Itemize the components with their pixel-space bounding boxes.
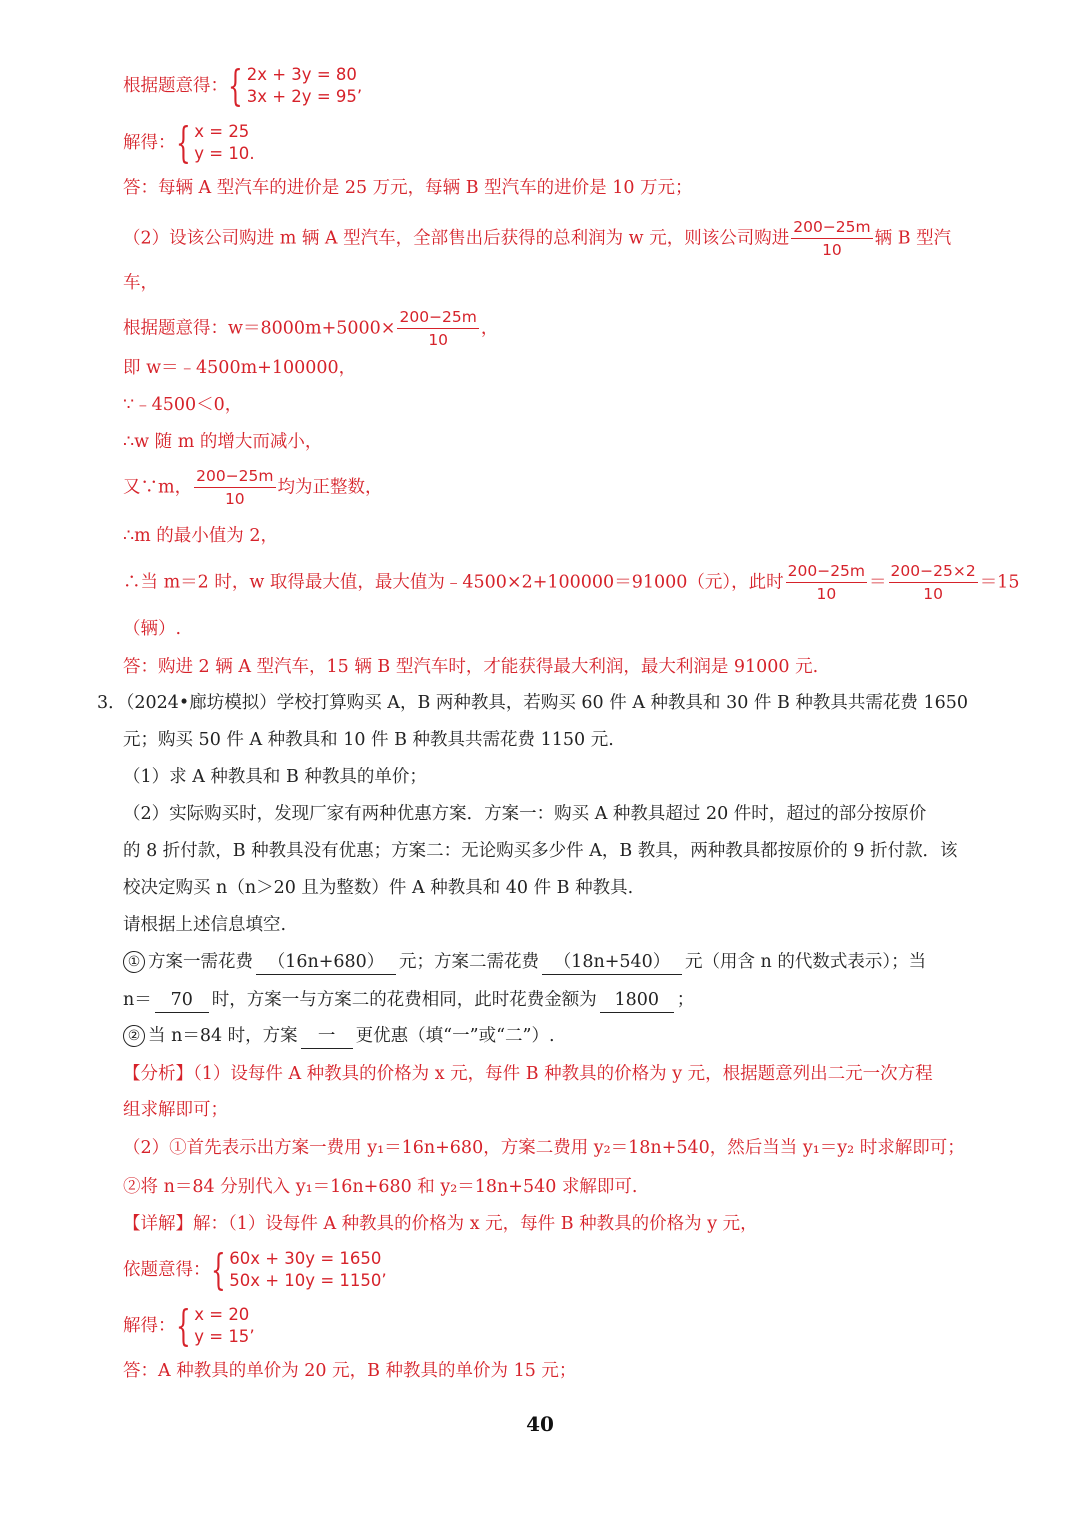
fraction-max-1: $\frac{200-25m}{10}$ <box>787 562 866 603</box>
system-1-label: 根据题意得： <box>123 76 228 96</box>
q3-line5: 的 8 折付款，B 种教具没有优惠；方案二：无论购买多少件 A，B 教具，两种教具都按原价的 9 折付款．该 <box>123 841 958 861</box>
blank-plan1-cost: （16n+680） <box>256 950 396 975</box>
circled-1: ① <box>123 951 145 973</box>
equation-1: 2x + 3y = 80 <box>246 65 357 84</box>
max-value-line: ∴当 m＝2 时，w 取得最大值，最大值为﹣4500×2+100000＝91000（元），此时 $\frac{200-25m}{10}$ ＝ $\frac{200-25\times 2}{10}$ ＝15 <box>123 562 1020 603</box>
q3-line7: 请根据上述信息填空. <box>123 915 287 935</box>
fraction-profit: $\frac{200-25m}{10}$ <box>399 308 477 349</box>
answer-1: 答：每辆 A 型汽车的进价是 25 万元，每辆 B 型汽车的进价是 10 万元； <box>123 178 693 198</box>
q3-fill-line1: ① 方案一需花费 （16n+680） 元；方案二需花费 （18n+540） 元（用含 n 的代数式表示）；当 <box>123 950 926 975</box>
equation-4: 50x + 10y = 1150’ <box>229 1271 387 1290</box>
q3-line4: （2）实际购买时，发现厂家有两种优惠方案．方案一：购买 A 种教具超过 20 件时，超过的部分按原价 <box>123 804 927 824</box>
solution-2-label: 解得： <box>123 1316 176 1336</box>
detail-line1: 【详解】解：（1）设每件 A 种教具的价格为 x 元，每件 B 种教具的价格为 y 元， <box>123 1214 758 1234</box>
fraction-integer: $\frac{200-25m}{10}$ <box>196 467 274 508</box>
q3-line1: 3．（2024•廊坊模拟）学校打算购买 A，B 两种教具，若购买 60 件 A 种教具和 30 件 B 种教具共需花费 1650 <box>97 693 968 713</box>
equation-system-2: { 60x + 30y = 1650 50x + 10y = 1150’ <box>210 1245 387 1294</box>
because-line: ∵﹣4500＜0， <box>123 395 243 415</box>
solution-1-line <box>123 118 255 167</box>
solution-system-2: { x = 20 y = 15’ <box>175 1301 255 1350</box>
q3-line3: （1）求 A 种教具和 B 种教具的单价； <box>123 767 427 787</box>
system-2-label: 依题意得： <box>123 1260 211 1280</box>
circled-2: ② <box>123 1025 145 1047</box>
solution-x: x = 25 <box>194 122 250 141</box>
analysis-line4: ②将 n＝84 分别代入 y₁＝16n+680 和 y₂＝18n+540 求解即可. <box>123 1177 638 1197</box>
blank-n-value: 70 <box>155 988 209 1013</box>
q3-line2: 元；购买 50 件 A 种教具和 10 件 B 种教具共需花费 1150 元. <box>123 730 614 750</box>
page-number: 40 <box>526 1412 554 1436</box>
part2-line2: 车， <box>123 273 158 293</box>
analysis-line1: 【分析】（1）设每件 A 种教具的价格为 x 元，每件 B 种教具的价格为 y 元，根据题意列出二元一次方程 <box>123 1064 933 1084</box>
integer-condition-line: 又∵m， $\frac{200-25m}{10}$ 均为正整数， <box>123 467 383 508</box>
units-line: （辆）. <box>123 619 182 639</box>
fraction-cars-b: $\frac{200-25m}{10}$ <box>793 218 871 259</box>
answer-3: 答：A 种教具的单价为 20 元，B 种教具的单价为 15 元； <box>123 1361 577 1381</box>
blank-better-plan: 一 <box>301 1024 353 1049</box>
equation-3: 60x + 30y = 1650 <box>229 1249 382 1268</box>
answer-2: 答：购进 2 辆 A 型汽车，15 辆 B 型汽车时，才能获得最大利润，最大利润是 91000 元. <box>123 657 819 677</box>
system-2-line <box>123 1245 387 1294</box>
equation-system-1: { 2x + 3y = 80 3x + 2y = 95’ <box>228 61 363 110</box>
decreasing-line: ∴w 随 m 的增大而减小， <box>123 432 323 452</box>
q3-fill-line3: ② 当 n＝84 时，方案 一 更优惠（填“一”或“二”）. <box>123 1024 555 1049</box>
fraction-max-2: $\frac{200-25\times 2}{10}$ <box>890 562 976 603</box>
equation-2: 3x + 2y = 95’ <box>246 87 363 106</box>
analysis-line3: （2）①首先表示出方案一费用 y₁＝16n+680，方案二费用 y₂＝18n+540，然后当当 y₁＝y₂ 时求解即可； <box>123 1138 965 1158</box>
solution-1-label: 解得： <box>123 133 176 153</box>
solution-y-2: y = 15’ <box>194 1327 255 1346</box>
simplified-equation: 即 w＝﹣4500m+100000， <box>123 358 357 378</box>
blank-amount: 1800 <box>600 988 674 1013</box>
q3-fill-line2: n＝ 70 时，方案一与方案二的花费相同，此时花费金额为 1800 ； <box>123 988 694 1013</box>
system-1-line <box>123 61 363 110</box>
solution-x-2: x = 20 <box>194 1305 250 1324</box>
min-value-line: ∴m 的最小值为 2， <box>123 526 278 546</box>
solution-system-1: { x = 25 y = 10. <box>175 118 255 167</box>
solution-2-line <box>123 1301 255 1350</box>
q3-line6: 校决定购买 n（n＞20 且为整数）件 A 种教具和 40 件 B 种教具. <box>123 878 634 898</box>
solution-y: y = 10. <box>194 144 255 163</box>
part2-line1: （2）设该公司购进 m 辆 A 型汽车，全部售出后获得的总利润为 w 元，则该公司购进 $\frac{200-25m}{10}$ 辆 B 型汽 <box>123 218 952 259</box>
blank-plan2-cost: （18n+540） <box>542 950 682 975</box>
profit-equation-line: 根据题意得：w＝8000m+5000× $\frac{200-25m}{10}$ ， <box>123 308 499 349</box>
analysis-line2: 组求解即可； <box>123 1100 228 1120</box>
